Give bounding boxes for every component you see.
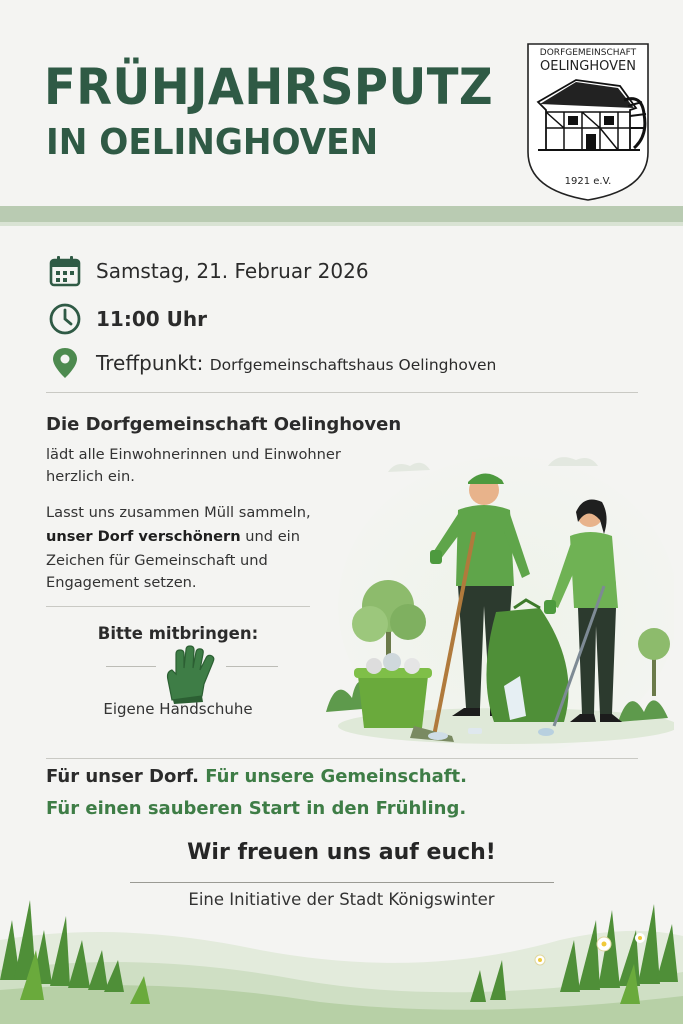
cleanup-illustration xyxy=(318,436,674,750)
crest-line-2: OELINGHOVEN xyxy=(540,59,636,74)
time-row xyxy=(48,302,207,336)
slogan-line-1 xyxy=(46,766,467,787)
invite-lead: Die Dorfgemeinschaft Oelinghoven xyxy=(46,414,402,435)
invite-p2-bold: unser Dorf verschönern xyxy=(46,528,241,545)
slogan-line-2: Für einen sauberen Start in den Frühling. xyxy=(46,798,467,819)
crest-founded: 1921 e.V. xyxy=(564,176,612,187)
event-time: 11:00 Uhr xyxy=(96,307,207,331)
bring-item: Eigene Handschuhe xyxy=(103,700,253,718)
invite-line-1: lädt alle Einwohnerinnen und Einwohner xyxy=(46,446,341,463)
slogan-part-1: Für unser Dorf. xyxy=(46,766,199,787)
invite-p2-rest: und ein xyxy=(240,528,300,545)
location-value: Dorfgemeinschaftshaus Oelinghoven xyxy=(209,356,497,374)
header-band xyxy=(0,206,683,222)
invite-p2-line-2 xyxy=(46,526,300,548)
header-band-shadow xyxy=(0,222,683,226)
invite-line-2: herzlich ein. xyxy=(46,468,135,485)
footer-text: Eine Initiative der Stadt Königswinter xyxy=(188,890,495,909)
footer-divider xyxy=(130,882,554,883)
glove-line-right xyxy=(226,666,278,667)
calendar-icon xyxy=(48,254,82,288)
divider-2 xyxy=(46,606,310,607)
title-line-1: FRÜHJAHRSPUTZ xyxy=(44,58,494,116)
clock-icon xyxy=(48,302,82,336)
invite-p2-line-4: Engagement setzen. xyxy=(46,574,197,591)
title-line-2: IN OELINGHOVEN xyxy=(46,122,379,163)
crest-line-1: DORFGEMEINSCHAFT xyxy=(539,48,637,58)
glove-line-left xyxy=(106,666,156,667)
glove-icon xyxy=(162,644,220,704)
village-crest-logo xyxy=(524,40,652,204)
location-row xyxy=(48,346,496,380)
location-label: Treffpunkt: xyxy=(96,351,204,375)
date-row xyxy=(48,254,369,288)
invite-p2-line-3: Zeichen für Gemeinschaft und xyxy=(46,552,268,569)
welcome-text: Wir freuen uns auf euch! xyxy=(187,840,496,865)
slogan-part-2: Für unsere Gemeinschaft. xyxy=(198,766,467,787)
divider-3 xyxy=(46,758,638,759)
map-pin-icon xyxy=(48,346,82,380)
event-date: Samstag, 21. Februar 2026 xyxy=(96,259,369,283)
bring-title: Bitte mitbringen: xyxy=(97,624,259,643)
invite-p2-line-1: Lasst uns zusammen Müll sammeln, xyxy=(46,504,311,521)
divider-1 xyxy=(46,392,638,393)
